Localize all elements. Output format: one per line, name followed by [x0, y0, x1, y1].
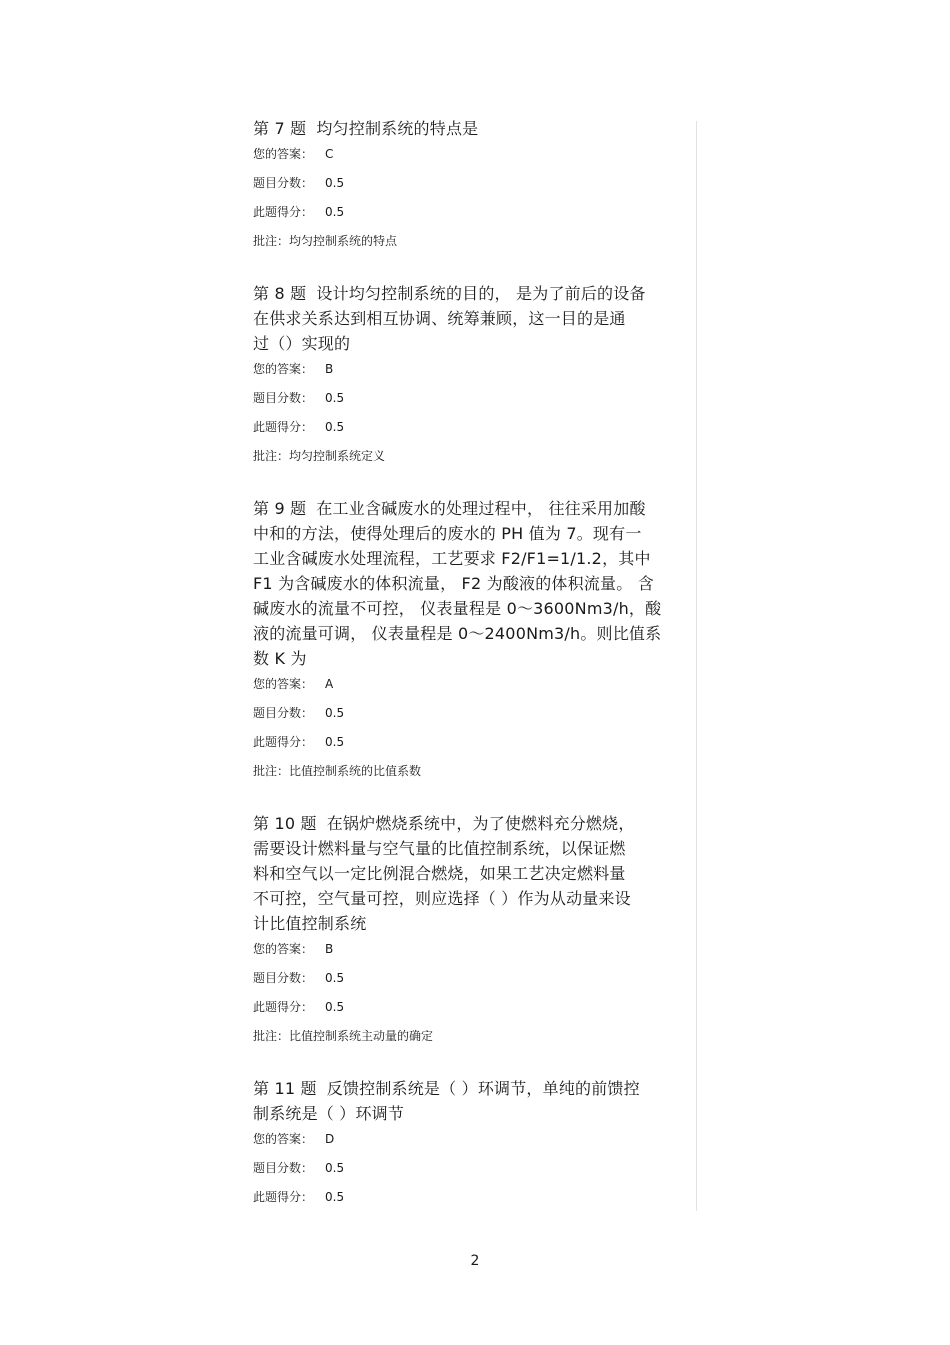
score-label: 题目分数：	[253, 1161, 314, 1175]
score-row	[253, 176, 693, 191]
score-value: 0.5	[325, 391, 345, 405]
got-row	[253, 205, 693, 220]
got-label: 此题得分：	[253, 1000, 314, 1014]
question-8	[253, 281, 693, 464]
question-text-line: 工业含碱废水处理流程，工艺要求 F2/F1=1/1.2，其中	[253, 549, 651, 568]
score-label: 题目分数：	[253, 176, 314, 190]
score-row	[253, 1161, 693, 1176]
question-number: 第 9 题	[253, 499, 307, 518]
score-value: 0.5	[325, 176, 345, 190]
answer-row	[253, 677, 693, 692]
note-value: 均匀控制系统的特点	[289, 234, 398, 248]
got-value: 0.5	[325, 735, 345, 749]
note-label: 批注：	[253, 234, 290, 248]
question-text-line: 制系统是（ ）环调节	[253, 1104, 405, 1123]
question-title	[253, 496, 693, 671]
question-11	[253, 1076, 693, 1205]
score-label: 题目分数：	[253, 971, 314, 985]
right-margin-rule	[696, 121, 697, 1211]
question-list	[253, 116, 693, 1219]
got-row	[253, 1000, 693, 1015]
question-text-line: 碱废水的流量不可控， 仪表量程是 0～3600Nm3/h，酸	[253, 599, 662, 618]
question-number: 第 8 题	[253, 284, 307, 303]
question-text-line: 设计均匀控制系统的目的， 是为了前后的设备	[316, 284, 646, 303]
got-row	[253, 735, 693, 750]
question-text-line: 不可控，空气量可控，则应选择（ ）作为从动量来设	[253, 889, 631, 908]
answer-value: B	[325, 942, 334, 956]
question-text-line: F1 为含碱废水的体积流量， F2 为酸液的体积流量。 含	[253, 574, 654, 593]
note-label: 批注：	[253, 764, 290, 778]
answer-value: B	[325, 362, 334, 376]
question-text-line: 中和的方法，使得处理后的废水的 PH 值为 7。现有一	[253, 524, 642, 543]
answer-row	[253, 942, 693, 957]
score-row	[253, 391, 693, 406]
got-label: 此题得分：	[253, 1190, 314, 1204]
question-text-line: 过（）实现的	[253, 334, 351, 353]
question-number: 第 7 题	[253, 119, 307, 138]
note-value: 均匀控制系统定义	[289, 449, 386, 463]
answer-label: 您的答案：	[253, 677, 314, 691]
score-value: 0.5	[325, 1161, 345, 1175]
note-value: 比值控制系统的比值系数	[289, 764, 422, 778]
answer-row	[253, 362, 693, 377]
note-label: 批注：	[253, 449, 290, 463]
answer-row	[253, 1132, 693, 1147]
score-value: 0.5	[325, 706, 345, 720]
note-row	[253, 1029, 693, 1044]
got-label: 此题得分：	[253, 420, 314, 434]
answer-value: C	[325, 147, 334, 161]
got-value: 0.5	[325, 205, 345, 219]
answer-value: A	[325, 677, 334, 691]
question-text-line: 均匀控制系统的特点是	[316, 119, 479, 138]
question-title	[253, 116, 693, 141]
question-10	[253, 811, 693, 1044]
note-row	[253, 764, 693, 779]
question-number: 第 11 题	[253, 1079, 317, 1098]
answer-value: D	[325, 1132, 335, 1146]
got-label: 此题得分：	[253, 205, 314, 219]
question-text-line: 计比值控制系统	[253, 914, 367, 933]
got-label: 此题得分：	[253, 735, 314, 749]
question-text-line: 液的流量可调， 仪表量程是 0～2400Nm3/h。则比值系	[253, 624, 662, 643]
score-label: 题目分数：	[253, 706, 314, 720]
question-number: 第 10 题	[253, 814, 317, 833]
question-7	[253, 116, 693, 249]
score-row	[253, 706, 693, 721]
page-number: 2	[470, 1253, 480, 1269]
question-text-line: 反馈控制系统是（ ）环调节，单纯的前馈控	[326, 1079, 640, 1098]
answer-label: 您的答案：	[253, 942, 314, 956]
question-text-line: 数 K 为	[253, 649, 307, 668]
got-value: 0.5	[325, 1190, 345, 1204]
note-value: 比值控制系统主动量的确定	[289, 1029, 434, 1043]
question-text-line: 在工业含碱废水的处理过程中， 往往采用加酸	[316, 499, 646, 518]
answer-label: 您的答案：	[253, 1132, 314, 1146]
question-9	[253, 496, 693, 779]
score-row	[253, 971, 693, 986]
question-title	[253, 281, 693, 356]
got-value: 0.5	[325, 420, 345, 434]
note-row	[253, 234, 693, 249]
got-value: 0.5	[325, 1000, 345, 1014]
question-text-line: 需要设计燃料量与空气量的比值控制系统，以保证燃	[253, 839, 626, 858]
question-text-line: 料和空气以一定比例混合燃烧，如果工艺决定燃料量	[253, 864, 626, 883]
got-row	[253, 1190, 693, 1205]
answer-label: 您的答案：	[253, 147, 314, 161]
note-row	[253, 449, 693, 464]
question-text-line: 在供求关系达到相互协调、统筹兼顾，这一目的是通	[253, 309, 626, 328]
question-title	[253, 1076, 693, 1126]
score-label: 题目分数：	[253, 391, 314, 405]
answer-label: 您的答案：	[253, 362, 314, 376]
note-label: 批注：	[253, 1029, 290, 1043]
question-text-line: 在锅炉燃烧系统中，为了使燃料充分燃烧，	[326, 814, 635, 833]
question-title	[253, 811, 693, 936]
score-value: 0.5	[325, 971, 345, 985]
got-row	[253, 420, 693, 435]
answer-row	[253, 147, 693, 162]
